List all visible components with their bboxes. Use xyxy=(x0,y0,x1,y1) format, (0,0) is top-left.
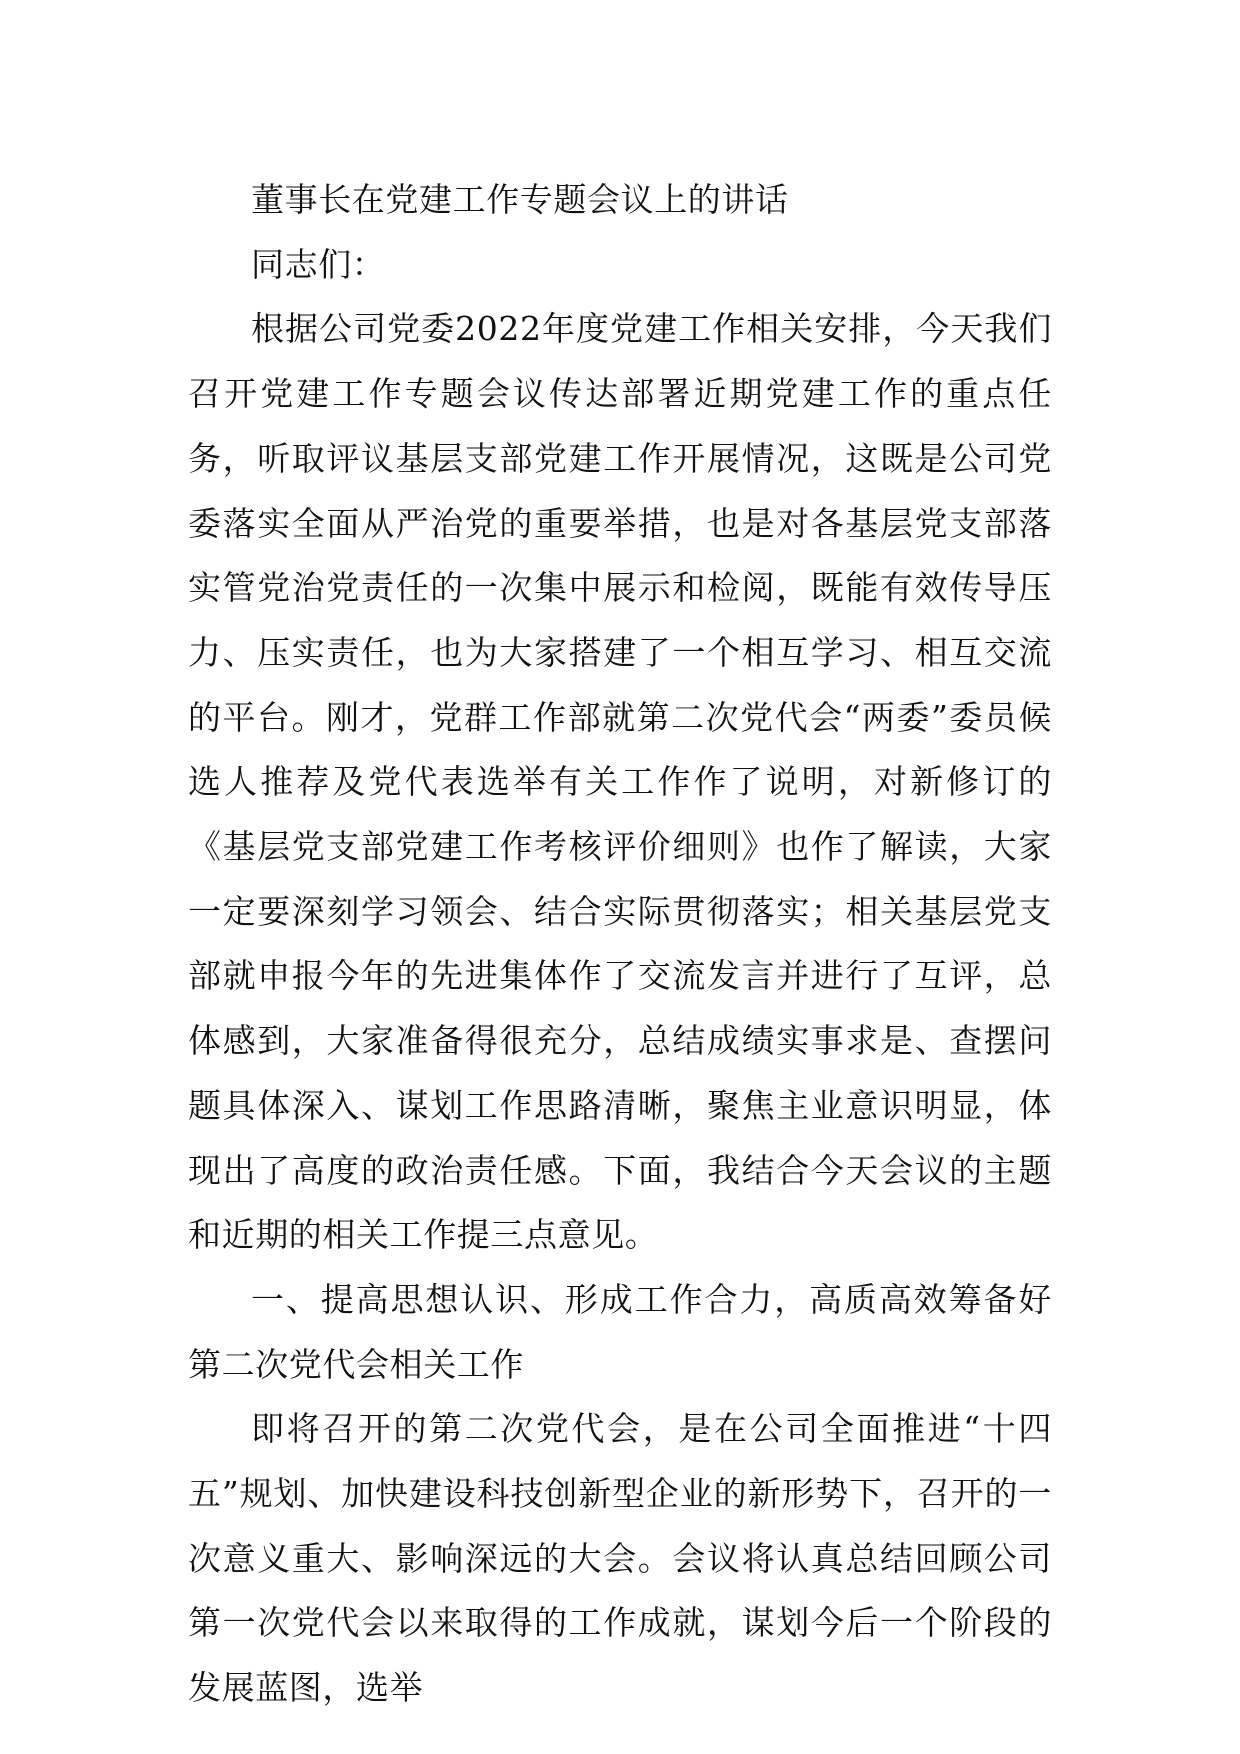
paragraph-intro: 根据公司党委2022年度党建工作相关安排，今天我们召开党建工作专题会议传达部署近期党建工作的重点任务，听取评议基层支部党建工作开展情况，这既是公司党委落实全面从严治党的重要举措，也是对各基层党支部落实管党治党责任的一次集中展示和检阅，既能有效传导压力、压实责任，也为大家搭建了一个相互学习、相互交流的平台。刚才，党群工作部就第二次党代会“两委”委员候选人推荐及党代表选举有关工作作了说明，对新修订的《基层党支部党建工作考核评价细则》也作了解读，大家一定要深刻学习领会、结合实际贯彻落实；相关基层党支部就申报今年的先进集体作了交流发言并进行了互评，总体感到，大家准备得很充分，总结成绩实事求是、查摆问题具体深入、谋划工作思路清晰，聚焦主业意识明显，体现出了高度的政治责任感。下面，我结合今天会议的主题和近期的相关工作提三点意见。 xyxy=(188,309,1052,1255)
section-heading-1: 一、提高思想认识、形成工作合力，高质高效筹备好第二次党代会相关工作 xyxy=(188,1279,1052,1384)
document-body xyxy=(188,168,1052,1721)
document-title: 董事长在党建工作专题会议上的讲话 xyxy=(251,180,789,219)
salutation: 同志们： xyxy=(251,244,386,284)
paragraph-section-1: 即将召开的第二次党代会，是在公司全面推进“十四五”规划、加快建设科技创新型企业的新形势下，召开的一次意义重大、影响深远的大会。会议将认真总结回顾公司第一次党代会以来取得的工作成就，谋划今后一个阶段的发展蓝图，选举 xyxy=(188,1409,1052,1708)
